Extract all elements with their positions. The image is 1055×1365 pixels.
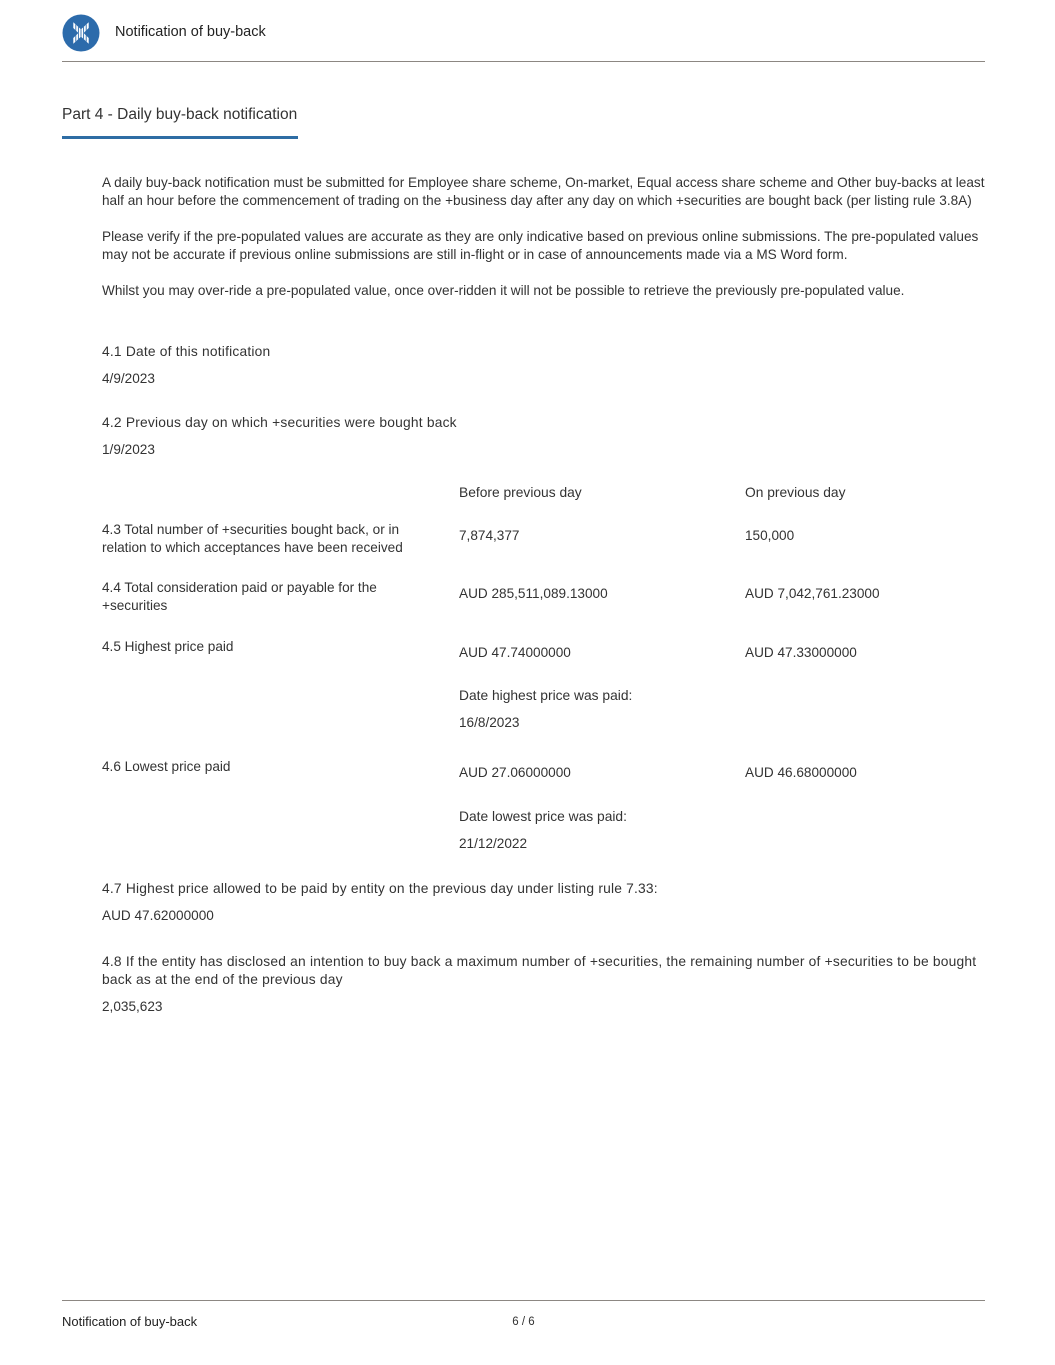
row-4-4-before-value: AUD 285,511,089.13000 <box>459 586 608 601</box>
date-highest-price-label: Date highest price was paid: <box>459 688 633 703</box>
row-4-5-on-value: AUD 47.33000000 <box>745 645 857 660</box>
row-4-3-before-value: 7,874,377 <box>459 528 520 543</box>
asx-logo-icon <box>62 14 100 52</box>
page-number: 6 / 6 <box>512 1316 535 1328</box>
field-4-7 <box>102 880 985 925</box>
intro-paragraph-3: Whilst you may over-ride a pre-populated value, once over-ridden it will not be possible to retrieve the previously pre-populated value. <box>102 283 905 298</box>
part-heading-underline <box>62 136 298 139</box>
table-row <box>102 579 985 615</box>
page-header <box>62 14 985 62</box>
table-row <box>102 521 985 557</box>
field-4-1-value: 4/9/2023 <box>102 371 155 386</box>
footer-document-title: Notification of buy-back <box>62 1314 198 1329</box>
comparison-table <box>102 484 985 853</box>
intro-paragraph-1: A daily buy-back notification must be submitted for Employee share scheme, On-market, Equal access share scheme and Other buy-backs at least half an hour before the commencement of trading on the +business day after any day on which +securities are bought back (per listing rule 3.8A) <box>102 175 985 208</box>
page-footer <box>62 1300 985 1329</box>
field-4-7-value: AUD 47.62000000 <box>102 908 214 923</box>
field-4-2-value: 1/9/2023 <box>102 442 155 457</box>
field-4-2 <box>102 414 985 459</box>
row-4-6-before-value: AUD 27.06000000 <box>459 765 571 780</box>
table-header-row <box>102 484 985 502</box>
field-4-7-label: 4.7 Highest price allowed to be paid by entity on the previous day under listing rule 7.33: <box>102 881 658 896</box>
row-4-3-label: 4.3 Total number of +securities bought back, or in relation to which acceptances have been received <box>102 522 403 555</box>
row-4-5-before-value: AUD 47.74000000 <box>459 645 571 660</box>
field-4-8-value: 2,035,623 <box>102 999 163 1014</box>
row-4-5-label: 4.5 Highest price paid <box>102 639 234 654</box>
document-title: Notification of buy-back <box>115 24 266 40</box>
row-4-6-on-value: AUD 46.68000000 <box>745 765 857 780</box>
row-4-3-on-value: 150,000 <box>745 528 795 543</box>
part-heading: Part 4 - Daily buy-back notification <box>62 106 298 123</box>
column-header-before-previous-day: Before previous day <box>459 485 582 500</box>
date-highest-price-value: 16/8/2023 <box>459 715 520 730</box>
column-header-on-previous-day: On previous day <box>745 485 846 500</box>
row-4-4-label: 4.4 Total consideration paid or payable for the +securities <box>102 580 377 613</box>
field-4-1 <box>102 343 985 388</box>
content-body <box>102 174 985 1016</box>
table-subrow-date-lowest <box>102 808 985 853</box>
table-row <box>102 758 985 782</box>
date-lowest-price-value: 21/12/2022 <box>459 836 528 851</box>
field-4-8 <box>102 953 985 1016</box>
row-4-4-on-value: AUD 7,042,761.23000 <box>745 586 880 601</box>
intro-paragraph-2: Please verify if the pre-populated values are accurate as they are only indicative based on previous online submissions. The pre-populated values may not be accurate if previous online submissions are still in-flight or in case of announcements made via a MS Word form. <box>102 229 979 262</box>
field-4-8-label: 4.8 If the entity has disclosed an intention to buy back a maximum number of +securities, the remaining number of +securities to be bought back as at the end of the previous day <box>102 954 977 987</box>
table-subrow-date-highest <box>102 687 985 732</box>
row-4-6-label: 4.6 Lowest price paid <box>102 759 231 774</box>
field-4-2-label: 4.2 Previous day on which +securities were bought back <box>102 415 457 430</box>
table-row <box>102 638 985 662</box>
date-lowest-price-label: Date lowest price was paid: <box>459 809 627 824</box>
field-4-1-label: 4.1 Date of this notification <box>102 344 271 359</box>
